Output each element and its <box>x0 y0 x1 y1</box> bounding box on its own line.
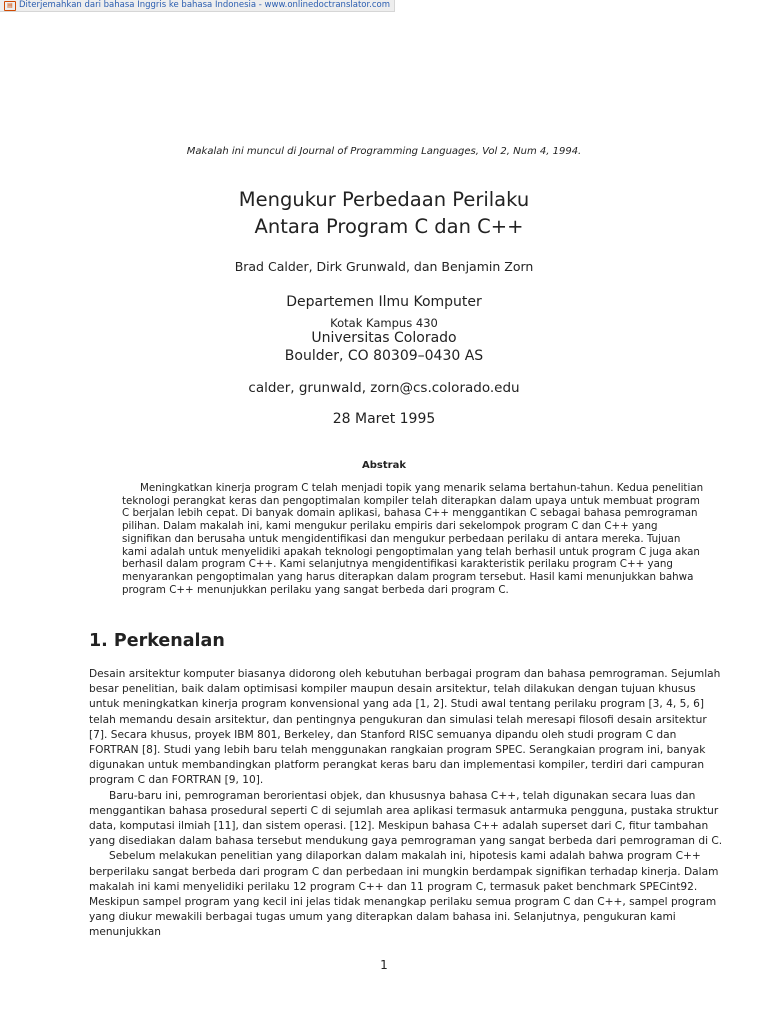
journal-note: Makalah ini muncul di Journal of Programming Languages, Vol 2, Num 4, 1994. <box>186 146 582 157</box>
section-heading: 1. Perkenalan <box>89 631 225 651</box>
translate-icon: ▤ <box>4 1 16 11</box>
university: Universitas Colorado <box>311 330 457 346</box>
paper-title-line1: Mengukur Perbedaan Perilaku <box>238 188 530 211</box>
paragraph: Desain arsitektur komputer biasanya didorong oleh kebutuhan berbagai program dan bahasa pemrograman. Sejumlah besar penelitian, baik dalam optimisasi kompiler maupun desain arsitektur, telah dilakukan dengan tujuan khusus untuk meningkatkan kinerja program konvensional yang ada [1, 2]. Studi awal tentang perilaku program [3, 4, 5, 6] telah memandu desain arsitektur, dan pentingnya pengukuran dan simulasi telah meresapi filosofi desain arsitektur [7]. Secara khusus, proyek IBM 801, Berkeley, dan Stanford RISC semuanya dipandu oleh studi program C dan FORTRAN [8]. Studi yang lebih baru telah menggunakan rangkaian program SPEC. Serangkaian program ini, banyak digunakan untuk membandingkan platform perangkat keras baru dan implementasi kompiler, terdiri dari campuran program C dan FORTRAN [9, 10]. <box>89 668 721 787</box>
paper-title <box>0 186 768 240</box>
translation-banner-text[interactable]: Diterjemahkan dari bahasa Inggris ke bahasa Indonesia - www.onlinedoctranslator.com <box>19 0 391 10</box>
abstract-heading: Abstrak <box>362 460 406 471</box>
section-body <box>89 667 727 941</box>
city-address: Boulder, CO 80309–0430 AS <box>284 348 484 364</box>
authors: Brad Calder, Dirk Grunwald, dan Benjamin Zorn <box>234 259 534 274</box>
translation-banner[interactable] <box>0 0 395 12</box>
paper-date: 28 Maret 1995 <box>332 411 436 427</box>
abstract-text: Meningkatkan kinerja program C telah menjadi topik yang menarik selama bertahun-tahun. Kedua penelitian teknologi perangkat keras dan pengoptimalan kompiler telah diterapkan dalam upaya untuk membuat program C berjalan lebih cepat. Di banyak domain aplikasi, bahasa C++ menggantikan C sebagai bahasa pemrograman pilihan. Dalam makalah ini, kami mengukur perilaku empiris dari sekelompok program C dan C++ yang signifikan dan berusaha untuk mengidentifikasi dan mengukur perbedaan perilaku di antara mereka. Tujuan kami adalah untuk menyelidiki apakah teknologi pengoptimalan yang telah berhasil untuk program C juga akan berhasil dalam program C++. Kami selanjutnya mengidentifikasi karakteristik perilaku program C++ yang menyarankan pengoptimalan yang harus diterapkan dalam program tersebut. Hasil kami menunjukkan bahwa program C++ menunjukkan perilaku yang sangat berbeda dari program C. <box>122 482 704 596</box>
paper-title-line2: Antara Program C dan C++ <box>254 215 524 238</box>
campus-box: Kotak Kampus 430 <box>330 316 438 330</box>
author-email: calder, grunwald, zorn@cs.colorado.edu <box>248 380 520 396</box>
page-number: 1 <box>380 958 388 972</box>
department: Departemen Ilmu Komputer <box>286 294 482 310</box>
paragraph: Baru-baru ini, pemrograman berorientasi objek, dan khususnya bahasa C++, telah digunakan secara luas dan menggantikan bahasa prosedural seperti C di sejumlah area aplikasi termasuk antarmuka pengguna, pustaka struktur data, komputasi ilmiah [11], dan sistem operasi. [12]. Meskipun bahasa C++ adalah superset dari C, fitur tambahan yang disediakan dalam bahasa tersebut mendukung gaya pemrograman yang sangat berbeda dari pemrograman di C. <box>89 789 723 848</box>
paragraph: Sebelum melakukan penelitian yang dilaporkan dalam makalah ini, hipotesis kami adalah bahwa program C++ berperilaku sangat berbeda dari program C dan perbedaan ini mungkin berdampak signifikan terhadap kinerja. Dalam makalah ini kami menyelidiki perilaku 12 program C++ dan 11 program C, termasuk paket benchmark SPECint92. Meskipun sampel program yang kecil ini jelas tidak menangkap perilaku semua program C dan C++, sampel program yang diukur mewakili berbagai tugas umum yang diterapkan dalam bahasa ini. Selanjutnya, pengukuran kami menunjukkan <box>89 850 719 939</box>
